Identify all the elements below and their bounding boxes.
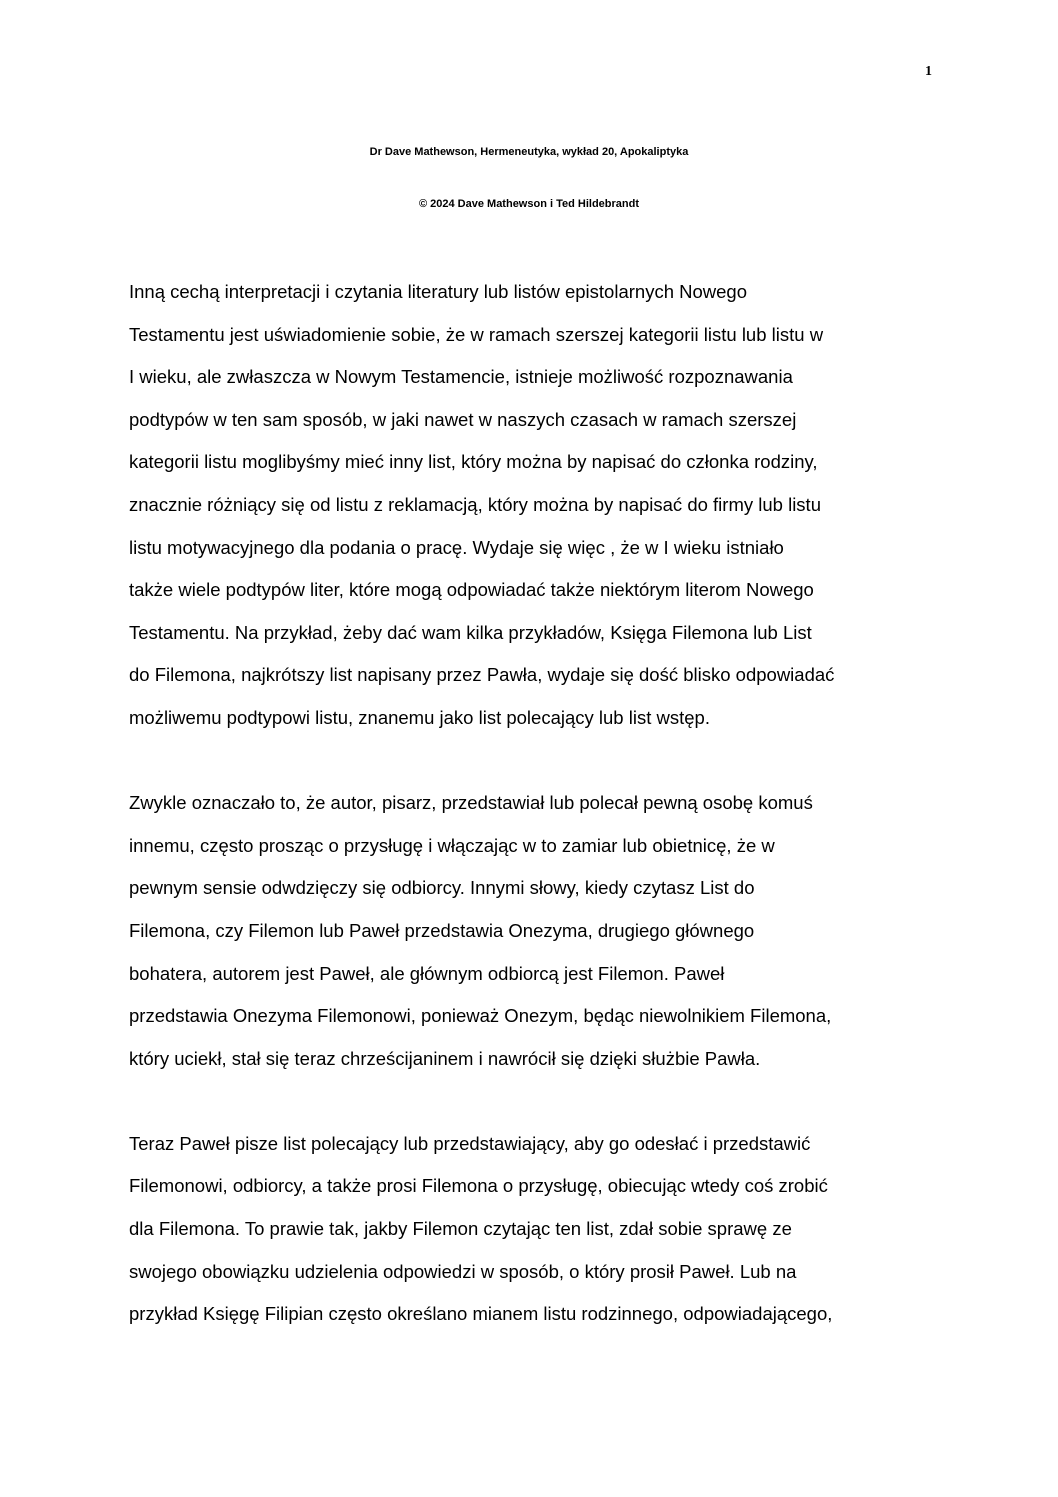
text-line: Testamentu jest uświadomienie sobie, że w ramach szerszej kategorii listu lub listu w: [129, 323, 824, 345]
text-line: bohatera, autorem jest Paweł, ale głównym odbiorcą jest Filemon. Paweł: [129, 962, 725, 984]
text-line: możliwemu podtypowi listu, znanemu jako list polecający lub list wstęp.: [129, 706, 710, 728]
paragraph-2: [129, 782, 939, 1080]
text-line: przedstawia Onezyma Filemonowi, ponieważ Onezym, będąc niewolnikiem Filemona,: [129, 1005, 832, 1027]
text-line: Testamentu. Na przykład, żeby dać wam kilka przykładów, Księga Filemona lub List: [129, 621, 812, 643]
text-line: kategorii listu moglibyśmy mieć inny list, który można by napisać do członka rodziny,: [129, 451, 818, 473]
text-line: znacznie różniący się od listu z reklamacją, który można by napisać do firmy lub listu: [129, 493, 821, 515]
text-line: Filemona, czy Filemon lub Paweł przedstawia Onezyma, drugiego głównego: [129, 919, 755, 941]
text-line: który uciekł, stał się teraz chrześcijaninem i nawrócił się dzięki służbie Pawła.: [129, 1047, 761, 1069]
document-body: [129, 271, 939, 1336]
text-line: podtypów w ten sam sposób, w jaki nawet w naszych czasach w ramach szerszej: [129, 408, 797, 430]
text-line: dla Filemona. To prawie tak, jakby Filemon czytając ten list, zdał sobie sprawę ze: [129, 1218, 792, 1240]
text-line: pewnym sensie odwdzięczy się odbiorcy. Innymi słowy, kiedy czytasz List do: [129, 877, 755, 899]
text-line: Inną cechą interpretacji i czytania literatury lub listów epistolarnych Nowego: [129, 281, 747, 302]
text-line: swojego obowiązku udzielenia odpowiedzi w sposób, o który prosił Paweł. Lub na: [129, 1260, 797, 1282]
title-line-2: © 2024 Dave Mathewson i Ted Hildebrandt: [418, 198, 639, 210]
paragraph-spacer: [129, 740, 939, 783]
text-line: listu motywacyjnego dla podania o pracę. Wydaje się więc , że w I wieku istniało: [129, 536, 784, 558]
text-line: innemu, często prosząc o przysługę i włączając w to zamiar lub obietnicę, że w: [129, 834, 775, 856]
text-line: Teraz Paweł pisze list polecający lub przedstawiający, aby go odesłać i przedstawić: [129, 1132, 811, 1154]
text-line: I wieku, ale zwłaszcza w Nowym Testamencie, istnieje możliwość rozpoznawania: [129, 366, 793, 388]
text-line: do Filemona, najkrótszy list napisany przez Pawła, wydaje się dość blisko odpowiadać: [129, 664, 835, 686]
text-line: także wiele podtypów liter, które mogą odpowiadać także niektórym literom Nowego: [129, 579, 814, 601]
text-line: przykład Księgę Filipian często określano mianem listu rodzinnego, odpowiadającego,: [129, 1303, 833, 1325]
document-title: [0, 126, 1058, 230]
paragraph-1: [129, 271, 939, 740]
page-number: 1: [925, 64, 932, 79]
paragraph-3: [129, 1123, 939, 1336]
text-line: Zwykle oznaczało to, że autor, pisarz, przedstawiał lub polecał pewną osobę komuś: [129, 792, 813, 814]
paragraph-spacer: [129, 1080, 939, 1123]
text-line: Filemonowi, odbiorcy, a także prosi Filemona o przysługę, obiecując wtedy coś zrobić: [129, 1175, 828, 1197]
title-line-1: Dr Dave Mathewson, Hermeneutyka, wykład 20, Apokaliptyka: [369, 146, 689, 158]
